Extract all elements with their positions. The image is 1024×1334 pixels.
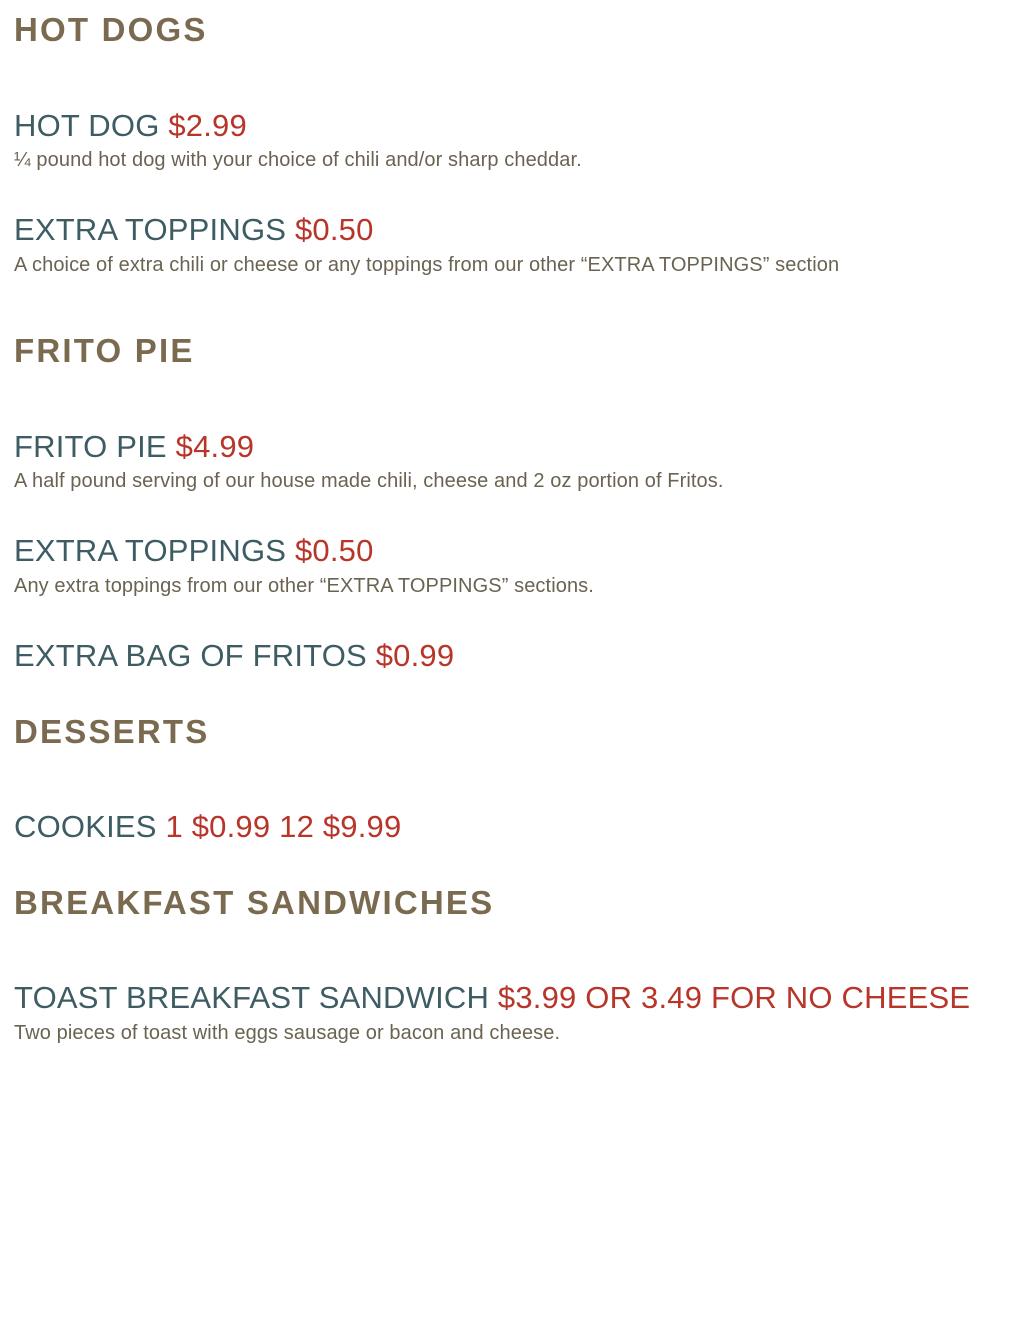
spacer <box>14 371 1010 427</box>
spacer <box>14 50 1010 106</box>
menu-item <box>14 210 1010 279</box>
menu-item-description: ¼ pound hot dog with your choice of chili and/or sharp cheddar. <box>14 149 582 172</box>
menu-section-frito-pie <box>14 331 1010 676</box>
menu-item-name: HOT DOG <box>14 107 160 143</box>
menu-item-head <box>14 807 1010 847</box>
section-heading: FRITO PIE <box>14 331 195 369</box>
menu-section-desserts <box>14 712 1010 847</box>
menu-item-head <box>14 978 1010 1018</box>
spacer <box>14 751 1010 807</box>
menu-item-name: COOKIES <box>14 809 157 845</box>
menu-item-description: Any extra toppings from our other “EXTRA TOPPINGS” sections. <box>14 574 594 597</box>
menu-item-head <box>14 210 1010 250</box>
menu-item-head <box>14 531 1010 571</box>
section-heading: HOT DOGS <box>14 11 208 48</box>
spacer <box>14 600 1010 636</box>
menu-item-price: 1 $0.99 12 $9.99 <box>165 809 402 845</box>
spacer <box>14 174 1010 210</box>
menu-item-head <box>14 427 1010 467</box>
menu-item-description: Two pieces of toast with eggs sausage or bacon and cheese. <box>14 1022 561 1045</box>
menu-item-price: $3.99 OR 3.49 FOR NO CHEESE <box>497 980 971 1016</box>
menu-item-price: $0.99 <box>375 637 455 673</box>
spacer <box>14 922 1010 978</box>
menu-item-name: EXTRA TOPPINGS <box>14 533 287 569</box>
menu-item-price: $0.50 <box>294 533 374 569</box>
menu-section-breakfast-sandwiches <box>14 883 1010 1047</box>
menu-section-hot-dogs <box>14 10 1010 279</box>
menu-item-name: FRITO PIE <box>14 428 167 464</box>
menu-item <box>14 807 1010 847</box>
menu-item <box>14 978 1010 1047</box>
menu-item-description: A half pound serving of our house made chili, cheese and 2 oz portion of Fritos. <box>14 470 724 493</box>
menu-item-price: $4.99 <box>175 428 255 464</box>
menu-item <box>14 531 1010 600</box>
menu-item <box>14 636 1010 676</box>
spacer <box>14 847 1010 883</box>
menu-item-price: $2.99 <box>168 107 247 143</box>
menu-item <box>14 106 1010 175</box>
section-heading: BREAKFAST SANDWICHES <box>14 883 495 921</box>
menu-item-head <box>14 106 1010 146</box>
menu-item-price: $0.50 <box>294 212 374 248</box>
section-heading: DESSERTS <box>14 712 210 750</box>
spacer <box>14 676 1010 712</box>
menu-item-name: TOAST BREAKFAST SANDWICH <box>14 980 490 1016</box>
menu-item <box>14 427 1010 496</box>
menu-item-name: EXTRA TOPPINGS <box>14 212 287 248</box>
spacer <box>14 495 1010 531</box>
menu-item-name: EXTRA BAG OF FRITOS <box>14 637 367 673</box>
spacer <box>14 279 1010 331</box>
menu-item-description: A choice of extra chili or cheese or any toppings from our other “EXTRA TOPPINGS” section <box>14 253 840 276</box>
menu-item-head <box>14 636 1010 676</box>
